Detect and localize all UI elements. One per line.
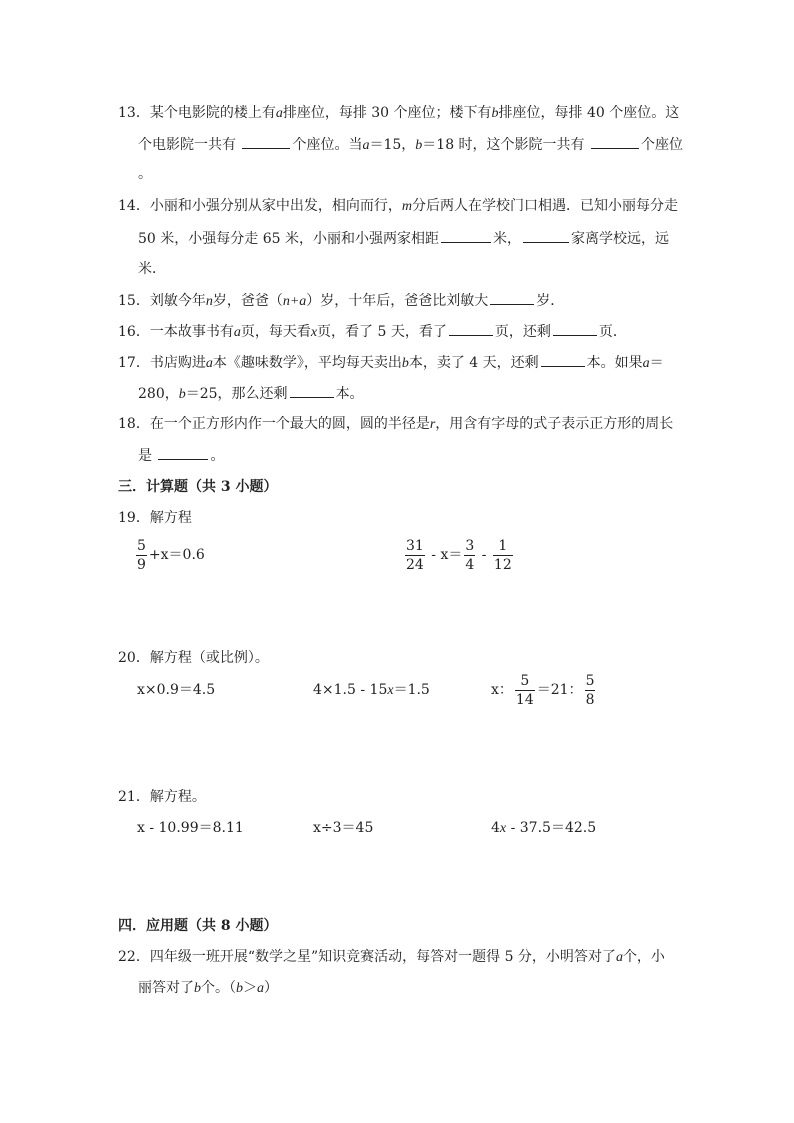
section-4-heading: 四．应用题（共 8 小题） [118,918,278,934]
q17-text: 本。如果 [586,355,643,371]
answer-blank[interactable] [242,134,290,149]
q13-text: ＝18 时，这个影院一共有 [422,137,585,153]
question-18-line-1 [118,414,673,434]
question-13-line-1 [118,103,679,123]
q14-text: 50 米，小强每分走 65 米，小丽和小强两家相距 [138,231,439,247]
var-b: b [194,981,201,996]
q21-equation-3: 4x - 37.5＝42.5 [491,820,597,836]
q16-text: 16．一本故事书有 [118,324,234,340]
q22-text: ＞ [243,980,257,996]
fraction: $\frac{3}{4}$ [465,537,475,573]
var-x: x [310,325,318,340]
question-14-line-1 [118,196,678,216]
q20-equation-3: x： $\frac{5}{14}$ ＝21： $\frac{5}{8}$ [491,672,595,708]
fraction: $\frac{5}{8}$ [585,672,595,708]
q13-text: 排座位，每排 40 个座位。这 [498,105,680,121]
q13-text: 。 [138,166,152,182]
q22-text: 丽答对了 [138,980,194,996]
q18-text: ，用含有字母的式子表示正方形的周长 [435,416,674,432]
answer-blank[interactable] [541,352,585,367]
q13-text: 个座位 [641,137,683,153]
q20-equation-1: x×0.9＝4.5 [137,682,216,698]
question-22-line-2 [138,978,278,998]
q18-text: 。 [210,448,225,464]
var-a: a [275,106,283,121]
q14-text: 分后两人在学校门口相遇．已知小丽每分走 [411,198,678,214]
var-n-plus-a: n+a [282,294,307,309]
section-3-heading: 三．计算题（共 3 小题） [118,479,278,495]
q17-text: 本，卖了 4 天，还剩 [408,355,539,371]
q16-text: 页． [598,324,627,340]
answer-blank[interactable] [441,228,491,243]
answer-blank[interactable] [290,383,334,398]
q15-text: 岁． [536,293,565,309]
answer-blank[interactable] [553,321,597,336]
q17-text: ＝25，那么还剩 [185,386,288,402]
q14-text: 家离学校远，远 [570,231,669,247]
question-14-line-2 [138,228,669,248]
question-13-line-2 [138,134,683,154]
question-15 [118,290,564,310]
fraction: $\frac{31}{24}$ [406,537,424,573]
answer-blank[interactable] [158,445,208,460]
q13-text: 排座位，每排 30 个座位；楼下有 [282,105,492,121]
q22-text: 22．四年级一班开展“数学之星”知识竞赛活动，每答对一题得 5 分，小明答对了 [118,949,616,965]
question-14-line-3 [138,259,166,279]
var-m: m [401,199,412,214]
var-x: x [387,683,394,698]
q22-text: ） [264,980,278,996]
q13-text: 个座位。当 [292,137,363,153]
question-22-line-1 [118,947,665,967]
q15-text: 岁，爸爸（ [212,293,283,309]
q14-text: 米． [138,261,166,277]
var-b: b [178,387,186,402]
q18-text: 18．在一个正方形内作一个最大的圆，圆的半径是 [118,416,430,432]
question-21-title: 21．解方程。 [118,789,206,805]
fraction: $\frac{5}{14}$ [515,672,534,708]
q15-text: 15．刘敏今年 [118,293,206,309]
question-16 [118,321,627,341]
q15-text: ）岁，十年后，爸爸比刘敏大 [306,293,489,309]
var-a: a [615,950,623,965]
var-a: a [233,325,241,340]
q20-equation-2: 4×1.5 - 15x＝1.5 [313,682,430,698]
var-x: x [499,821,507,836]
q19-equation-1: $\frac{5}{9}$ +x＝0.6 [137,537,205,573]
answer-blank[interactable] [490,290,534,305]
q17-text: 17．书店购进 [118,355,206,371]
q17-text: 本《趣味数学》，平均每天卖出 [212,355,402,371]
q14-text: 米， [492,231,521,247]
var-a: a [642,356,650,371]
question-18-line-2 [138,445,224,465]
q14-text: 14．小丽和小强分别从家中出发，相向而行， [118,198,402,214]
question-17-line-1 [118,352,664,372]
fraction: $\frac{1}{12}$ [493,537,512,573]
q17-text: ＝ [649,355,664,371]
var-b: b [401,356,409,371]
q19-equation-2: $\frac{31}{24}$ - x＝ $\frac{3}{4}$ - $\frac{1}{12}$ [406,537,512,573]
var-b: b [491,106,499,121]
var-a: a [362,138,370,153]
q16-text: 页，每天看 [240,324,311,340]
fraction: $\frac{5}{9}$ [137,537,146,573]
q18-text: 是 [138,448,152,464]
q17-text: 280， [138,386,179,402]
q22-text: 个。（ [201,980,236,996]
q13-text: 个电影院一共有 [138,137,236,153]
question-20-title: 20．解方程（或比例）。 [118,650,269,666]
answer-blank[interactable] [523,228,569,243]
q16-text: 页，看了 5 天，看了 [317,324,447,340]
q22-text: 个，小 [622,949,665,965]
question-19-title: 19．解方程 [118,510,192,526]
var-a: a [205,356,213,371]
var-b: b [236,981,243,996]
q13-text: ＝15， [369,137,416,153]
q16-text: 页，还剩 [494,324,551,340]
q17-text: 本。 [335,386,364,402]
var-b: b [415,138,423,153]
var-r: r [429,417,436,432]
var-n: n [205,294,213,309]
q21-equation-2: x÷3＝45 [313,820,374,836]
answer-blank[interactable] [449,321,493,336]
answer-blank[interactable] [591,134,639,149]
question-17-line-2 [138,383,364,403]
question-13-line-3 [138,164,152,184]
var-a: a [257,981,264,996]
q13-text: 13．某个电影院的楼上有 [118,105,276,121]
q21-equation-1: x - 10.99＝8.11 [137,820,244,836]
